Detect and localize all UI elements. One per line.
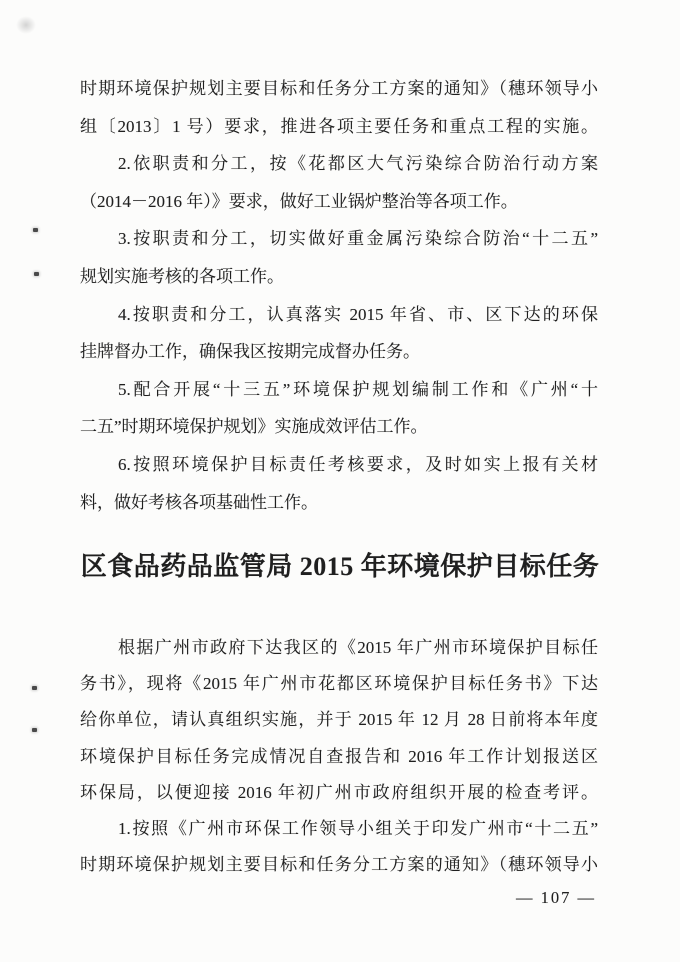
text-line: 环保局，以便迎接 2016 年初广州市政府组织开展的检查考评。 [80, 782, 598, 802]
text-line: 6.按照环境保护目标责任考核要求，及时如实上报有关材 [118, 454, 598, 474]
scan-smudge-artifact [16, 16, 36, 34]
page-number: — 107 — [516, 888, 596, 907]
scan-speck-artifact [33, 228, 38, 232]
scan-speck-artifact [34, 272, 39, 276]
document-title: 区食品药品监管局 2015 年环境保护目标任务 [80, 552, 600, 581]
text-line: 1.按照《广州市环保工作领导小组关于印发广州市“十二五” [118, 818, 598, 838]
text-line: 4.按职责和分工，认真落实 2015 年省、市、区下达的环保 [118, 304, 598, 324]
text-line: 5.配合开展“十三五”环境保护规划编制工作和《广州“十 [118, 379, 598, 399]
text-line: 3.按职责和分工，切实做好重金属污染综合防治“十二五” [118, 229, 598, 249]
section-food-drug-bureau-tasks [80, 630, 598, 883]
scan-speck-artifact [32, 728, 37, 732]
scan-speck-artifact [32, 686, 37, 690]
text-line: 二五”时期环境保护规划》实施成效评估工作。 [80, 417, 428, 437]
text-line: （2014－2016 年）》要求，做好工业锅炉整治等各项工作。 [80, 191, 518, 211]
text-line: 时期环境保护规划主要目标和任务分工方案的通知》（穗环领导小 [80, 79, 598, 98]
text-line: 规划实施考核的各项工作。 [80, 266, 284, 286]
text-line: 挂牌督办工作，确保我区按期完成督办任务。 [80, 342, 420, 362]
text-line: 给你单位，请认真组织实施，并于 2015 年 12 月 28 日前将本年度 [80, 710, 598, 730]
text-line: 务书》，现将《2015 年广州市花都区环境保护目标任务书》下达 [80, 674, 598, 694]
text-line: 2.依职责和分工，按《花都区大气污染综合防治行动方案 [118, 154, 598, 174]
section-numbered-tasks-continued [80, 70, 598, 521]
text-line: 料，做好考核各项基础性工作。 [80, 492, 318, 512]
text-line: 时期环境保护规划主要目标和任务分工方案的通知》（穗环领导小 [80, 855, 598, 875]
text-line: 环境保护目标任务完成情况自查报告和 2016 年工作计划报送区 [80, 746, 598, 766]
text-line: 根据广州市政府下达我区的《2015 年广州市环境保护目标任 [118, 638, 598, 657]
text-line: 组〔2013〕1 号）要求，推进各项主要任务和重点工程的实施。 [80, 116, 598, 136]
